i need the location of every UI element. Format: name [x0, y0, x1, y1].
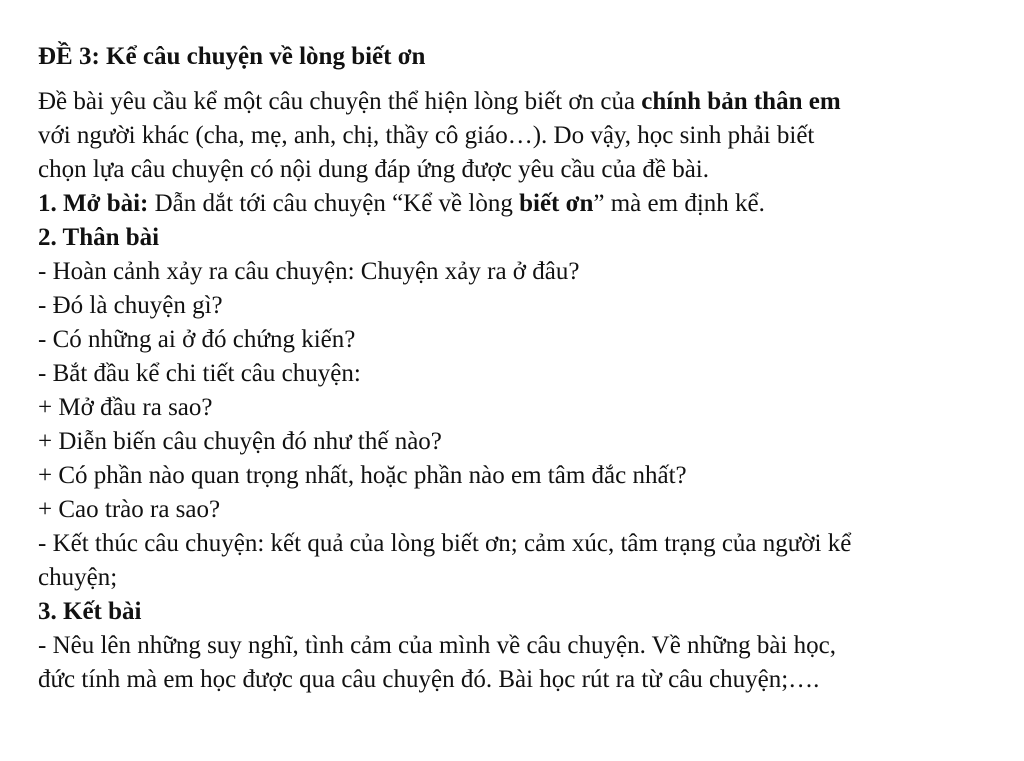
intro-line-3: chọn lựa câu chuyện có nội dung đáp ứng được yêu cầu của đề bài. [38, 156, 709, 183]
ket-bai-heading-text: 3. Kết bài [38, 598, 142, 625]
ket-bai-heading [38, 595, 998, 629]
than-bai-item: - Đó là chuyện gì? [38, 292, 223, 319]
than-bai-item: - Có những ai ở đó chứng kiến? [38, 326, 356, 353]
than-bai-item: + Có phần nào quan trọng nhất, hoặc phần nào em tâm đắc nhất? [38, 462, 687, 489]
than-bai-heading-text: 2. Thân bài [38, 224, 160, 251]
mo-bai-label: 1. Mở bài: [38, 190, 149, 217]
than-bai-item: chuyện; [38, 564, 118, 591]
than-bai-item: + Diễn biến câu chuyện đó như thế nào? [38, 428, 442, 455]
intro-line-1 [38, 85, 998, 119]
intro-bold-text: chính bản thân em [641, 88, 841, 115]
document-body [38, 40, 998, 697]
than-bai-item: - Hoàn cảnh xảy ra câu chuyện: Chuyện xảy ra ở đâu? [38, 258, 580, 285]
mo-bai-bold: biết ơn [519, 190, 594, 217]
intro-text: Đề bài yêu cầu kể một câu chuyện thể hiện lòng biết ơn của [38, 88, 642, 115]
than-bai-item: - Bắt đầu kể chi tiết câu chuyện: [38, 360, 361, 387]
than-bai-heading [38, 221, 998, 255]
ket-bai-line: đức tính mà em học được qua câu chuyện đó. Bài học rút ra từ câu chuyện;…. [38, 666, 820, 693]
mo-bai-line [38, 187, 998, 221]
than-bai-item: + Mở đầu ra sao? [38, 394, 213, 421]
than-bai-item: - Kết thúc câu chuyện: kết quả của lòng biết ơn; cảm xúc, tâm trạng của người kể [38, 530, 852, 557]
document-title: ĐỀ 3: Kể câu chuyện về lòng biết ơn [38, 43, 426, 70]
mo-bai-text: Dẫn dắt tới câu chuyện “Kể về lòng [148, 190, 520, 217]
intro-line-2: với người khác (cha, mẹ, anh, chị, thầy cô giáo…). Do vậy, học sinh phải biết [38, 122, 815, 149]
ket-bai-line: - Nêu lên những suy nghĩ, tình cảm của mình về câu chuyện. Về những bài học, [38, 632, 836, 659]
mo-bai-text-end: ” mà em định kể. [593, 190, 765, 217]
than-bai-item: + Cao trào ra sao? [38, 496, 221, 523]
